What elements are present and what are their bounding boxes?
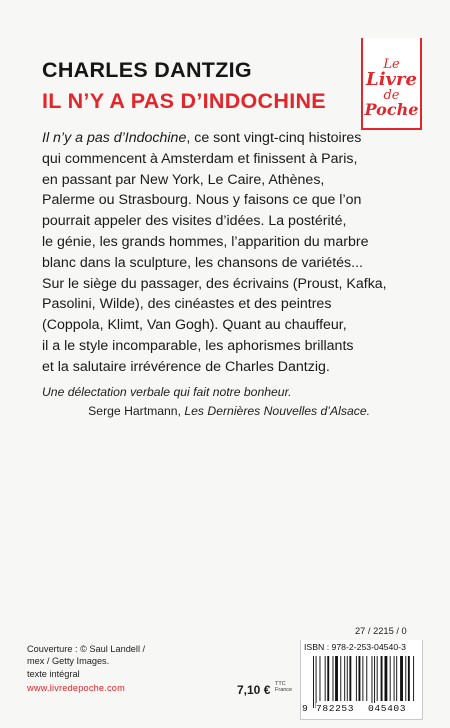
blurb-line: il a le style incomparable, les aphorismes brillants <box>42 337 354 354</box>
blurb-line-1-rest: , ce sont vingt-cinq histoires <box>186 130 362 146</box>
logo-text-poche: Poche <box>364 100 419 119</box>
credit-line-1: Couverture : © Saul Landell / <box>27 644 146 654</box>
blurb-line: en passant par New York, Le Caire, Athènes, <box>42 171 325 188</box>
credit-line-2: mex / Getty Images. <box>27 656 110 667</box>
price-ttc: TTC <box>275 681 286 687</box>
blurb-line: pourrait appeler des visites d’idées. La postérité, <box>42 213 347 230</box>
blurb-text <box>42 128 422 378</box>
blurb-line: qui commencent à Amsterdam et finissent à Paris, <box>42 150 358 167</box>
barcode-bar <box>325 656 326 701</box>
barcode-bar <box>396 656 397 701</box>
barcode-bar <box>340 656 341 701</box>
logo-text-le: Le <box>383 57 400 72</box>
barcode-group-2: 045403 <box>368 703 407 714</box>
barcode-bar <box>347 656 348 701</box>
barcode-bar <box>366 656 367 701</box>
catalog-code: 27 / 2215 / 0 <box>355 626 407 636</box>
blurb-line-1 <box>42 128 422 149</box>
blurb-line: le génie, les grands hommes, l’apparition du marbre <box>42 233 369 250</box>
quote-source: Les Dernières Nouvelles d’Alsace. <box>184 403 370 418</box>
price-country: France <box>275 687 293 693</box>
blurb-line: Pasolini, Wilde), des cinéastes et des peintres <box>42 296 332 313</box>
barcode-bar <box>408 656 410 701</box>
barcode-bar <box>372 656 373 708</box>
barcode-bar <box>316 656 317 708</box>
barcode-bar <box>327 656 329 701</box>
livre-de-poche-logo <box>361 38 422 130</box>
isbn-number: ISBN : 978-2-253-04540-3 <box>304 642 406 652</box>
barcode-bar <box>349 656 351 701</box>
barcode-group-1: 782253 <box>316 703 355 714</box>
blurb-line: Sur le siège du passager, des écrivains (Proust, Kafka, <box>42 275 387 292</box>
barcode-bar <box>381 656 383 701</box>
blurb-title-italic: Il n’y a pas d’Indochine <box>42 130 187 146</box>
barcode-bar <box>359 656 361 701</box>
barcode-bar <box>400 656 403 701</box>
barcode-bar <box>413 656 414 701</box>
barcode-bar <box>335 656 338 701</box>
logo-text-de: de <box>383 88 400 103</box>
barcode-bar <box>356 656 357 701</box>
press-quote <box>42 383 422 420</box>
book-title: IL N’Y A PAS D’INDOCHINE <box>42 89 326 113</box>
publisher-url[interactable]: www.livredepoche.com <box>27 683 125 694</box>
barcode-bar <box>405 656 406 701</box>
quote-text: Une délectation verbale qui fait notre bonheur. <box>42 385 292 399</box>
barcode-bar <box>313 656 314 708</box>
barcode-bar <box>390 656 391 701</box>
author-name: CHARLES DANTZIG <box>42 58 252 82</box>
logo-text-livre: Livre <box>366 69 417 90</box>
price-tax-note <box>275 681 292 693</box>
barcode-bar <box>374 656 375 708</box>
barcode-bar <box>377 656 378 701</box>
blurb-line: (Coppola, Klimt, Van Gogh). Quant au chauffeur, <box>42 317 347 334</box>
blurb-line: et la salutaire irrévérence de Charles Dantzig. <box>42 358 330 375</box>
price: 7,10 € <box>237 683 271 697</box>
barcode-bar <box>344 656 345 701</box>
blurb-line: Palerme ou Strasbourg. Nous y faisons ce que l’on <box>42 192 362 209</box>
barcode-bar <box>320 656 321 701</box>
quote-author: Serge Hartmann, <box>88 403 185 418</box>
barcode-bar <box>385 656 388 701</box>
barcode-bar <box>333 656 334 701</box>
barcode-bar <box>362 656 363 701</box>
quote-attribution <box>42 402 370 421</box>
barcode-first-digit: 9 <box>302 703 309 714</box>
cover-credits <box>27 643 267 695</box>
blurb-line: blanc dans la sculpture, les chansons de variétés... <box>42 254 363 271</box>
full-text-note: texte intégral <box>27 668 80 679</box>
barcode-icon <box>301 654 419 710</box>
barcode-bar <box>394 656 395 701</box>
